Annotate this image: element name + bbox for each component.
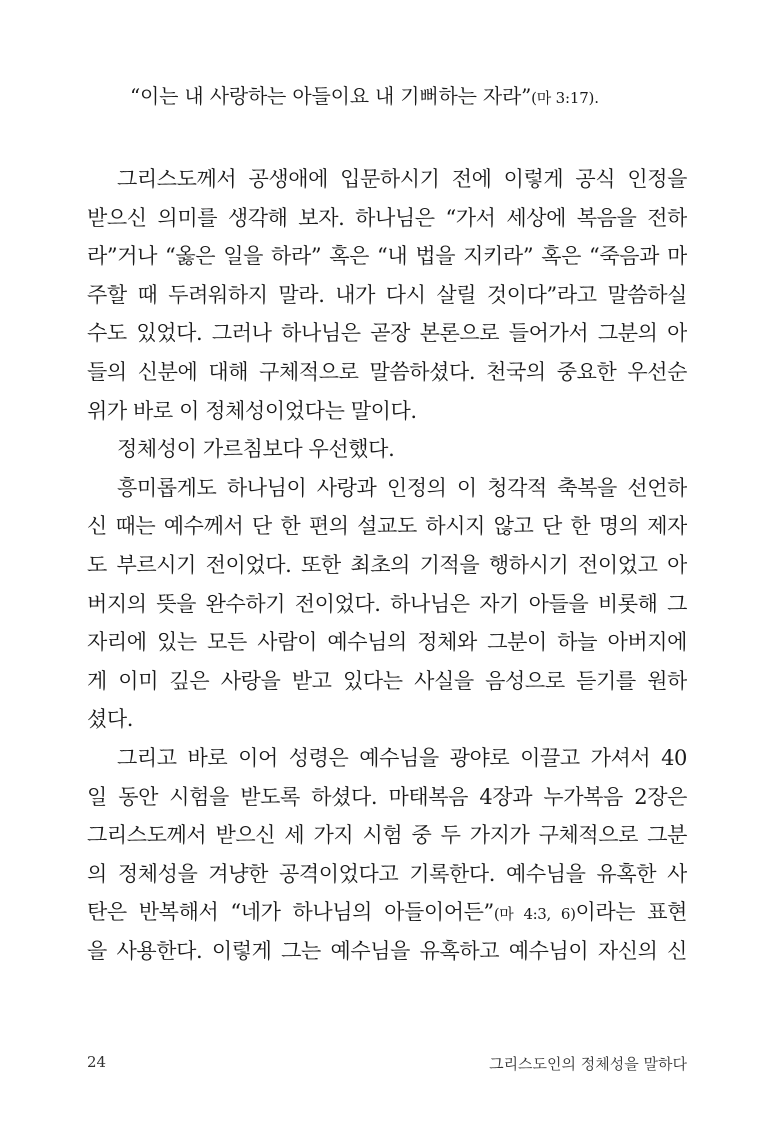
running-title: 그리스도인의 정체성을 말하다	[489, 1055, 687, 1073]
paragraph-line: 버지의 뜻을 완수하기 전이었다. 하나님은 자기 아들을 비롯해 그	[87, 591, 687, 616]
page-footer	[87, 1053, 687, 1077]
paragraph-line: 게 이미 깊은 사랑을 받고 있다는 사실을 음성으로 듣기를 원하	[87, 668, 687, 693]
paragraph-line: 주할 때 두려워하지 말라. 내가 다시 살릴 것이다”라고 말씀하실	[87, 282, 687, 307]
paragraph-line: 의 정체성을 겨냥한 공격이었다고 기록한다. 예수님을 유혹한 사	[87, 861, 687, 886]
paragraph-line: 정체성이 가르침보다 우선했다.	[117, 437, 395, 462]
paragraph-line: 위가 바로 이 정체성이었다는 말이다.	[87, 398, 417, 423]
paragraph-line: 들의 신분에 대해 구체적으로 말씀하셨다. 천국의 중요한 우선순	[87, 359, 687, 384]
paragraph-line: 셨다.	[87, 707, 134, 732]
page-number: 24	[87, 1053, 107, 1071]
epigraph-quote	[130, 82, 599, 112]
paragraph-line: 자리에 있는 모든 사람이 예수님의 정체와 그분이 하늘 아버지에	[87, 630, 687, 655]
paragraph-line: 신 때는 예수께서 단 한 편의 설교도 하시지 않고 단 한 명의 제자	[87, 514, 687, 539]
line-text: 탄은 반복해서 “네가 하나님의 아들이어든”	[87, 900, 494, 925]
paragraph-line: 그리고 바로 이어 성령은 예수님을 광야로 이끌고 가셔서 40	[117, 745, 687, 770]
paragraph-line: 일 동안 시험을 받도록 하셨다. 마태복음 4장과 누가복음 2장은	[87, 784, 687, 809]
paragraph-line	[87, 893, 687, 932]
paragraph-line: 도 부르시기 전이었다. 또한 최초의 기적을 행하시기 전이었고 아	[87, 552, 687, 577]
line-text: 이라는 표현	[575, 900, 687, 925]
paragraph-line: 수도 있었다. 그러나 하나님은 곧장 본론으로 들어가서 그분의 아	[87, 321, 687, 346]
paragraph-line: 그리스도께서 공생애에 입문하시기 전에 이렇게 공식 인정을	[117, 167, 687, 191]
paragraph-line: 라”거나 “옳은 일을 하라” 혹은 “내 법을 지키라” 혹은 “죽음과 마	[87, 244, 687, 269]
body-text	[87, 160, 687, 970]
quote-text: “이는 내 사랑하는 아들이요 내 기뻐하는 자라”	[130, 84, 532, 108]
quote-reference: (마 3:17).	[531, 89, 599, 107]
paragraph-line: 흥미롭게도 하나님이 사랑과 인정의 이 청각적 축복을 선언하	[117, 475, 687, 500]
scripture-reference: (마 4:3, 6)	[493, 905, 576, 924]
paragraph-line: 받으신 의미를 생각해 보자. 하나님은 “가서 세상에 복음을 전하	[87, 205, 687, 230]
paragraph-line: 을 사용한다. 이렇게 그는 예수님을 유혹하고 예수님이 자신의 신	[87, 938, 687, 963]
paragraph-line: 그리스도께서 받으신 세 가지 시험 중 두 가지가 구체적으로 그분	[87, 823, 687, 848]
